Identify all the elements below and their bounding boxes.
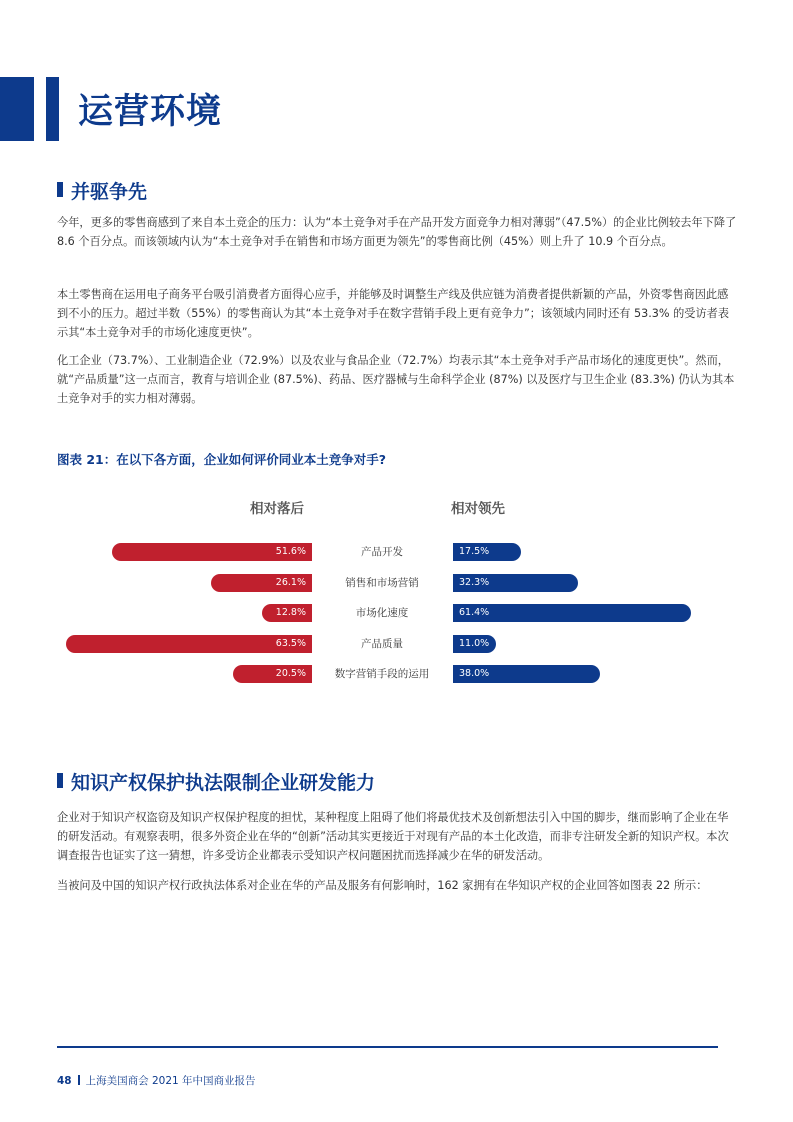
paragraph: 今年，更多的零售商感到了来自本土竞企的压力：认为“本土竞争对手在产品开发方面竞争力相对薄弱”（47.5%）的企业比例较去年下降了 8.6 个百分点。而该领域内认为“本土竞争对手在销售和市场方面更为领先”的零售商比例（45%）则上升了 10.9 个百分点。 [57,216,737,248]
section-title: 并驱争先 [71,181,148,203]
footer-separator [78,1075,80,1085]
bar-behind: 51.6% [112,543,312,561]
bar-ahead: 61.4% [453,604,691,622]
paragraph: 化工企业（73.7%）、工业制造企业（72.9%）以及农业与食品企业（72.7%）均表示其“本土竞争对手产品市场化的速度更快”。然而，就“产品质量”这一点而言，教育与培训企业 (87.5%)、药品、医疗器械与生命科学企业 (87%) 以及医疗与卫生企业 (83.3%) 仍认为其本土竞争对手的实力相对薄弱。 [57,354,735,405]
page-title: 运营环境 [78,92,223,132]
bar-ahead: 32.3% [453,574,578,592]
category-label: 销售和市场营销 [345,576,419,589]
section-marker [57,182,63,197]
header-accent-bar-narrow [46,77,59,141]
category-label: 市场化速度 [355,607,409,619]
section-marker [57,773,63,788]
bar-ahead: 38.0% [453,665,600,683]
bar-ahead: 17.5% [453,543,521,561]
paragraph: 企业对于知识产权盗窃及知识产权保护程度的担忧，某种程度上阻碍了他们将最优技术及创新想法引入中国的脚步，继而影响了企业在华的研发活动。有观察表明，很多外资企业在华的“创新”活动其实更接近于对现有产品的本土化改造，而非专注研发全新的知识产权。本次调查报告也证实了这一猜想，许多受访企业都表示受知识产权问题困扰而选择减少在华的研发活动。 [57,811,729,862]
chart-left-header: 相对落后 [250,501,304,517]
header-accent-bar-wide [0,77,34,141]
category-label: 产品开发 [361,546,403,558]
bar-ahead: 11.0% [453,635,496,653]
footer-divider [57,1046,718,1048]
bar-behind: 12.8% [262,604,312,622]
footer [57,1073,256,1088]
footer-text: 上海美国商会 2021 年中国商业报告 [85,1075,256,1087]
paragraph: 本土零售商在运用电子商务平台吸引消费者方面得心应手，并能够及时调整生产线及供应链为消费者提供新颖的产品，外资零售商因此感到不小的压力。超过半数（55%）的零售商认为其“本土竞争对手在数字营销手段上更有竞争力”；该领域内同时还有 53.3% 的受访者表示其“本土竞争对手的市场化速度更快”。 [57,288,730,339]
bar-behind: 26.1% [211,574,312,592]
chart-title: 图表 21：在以下各方面，企业如何评价同业本土竞争对手? [57,452,386,467]
paragraph: 当被问及中国的知识产权行政执法体系对企业在华的产品及服务有何影响时，162 家拥有在华知识产权的企业回答如图表 22 所示： [57,879,708,892]
chart-right-header: 相对领先 [451,501,505,517]
bar-behind: 63.5% [66,635,312,653]
section-title: 知识产权保护执法限制企业研发能力 [71,772,376,794]
category-label: 产品质量 [361,637,403,650]
bar-behind: 20.5% [233,665,312,683]
category-label: 数字营销手段的运用 [334,668,430,680]
page-number: 48 [57,1075,72,1087]
